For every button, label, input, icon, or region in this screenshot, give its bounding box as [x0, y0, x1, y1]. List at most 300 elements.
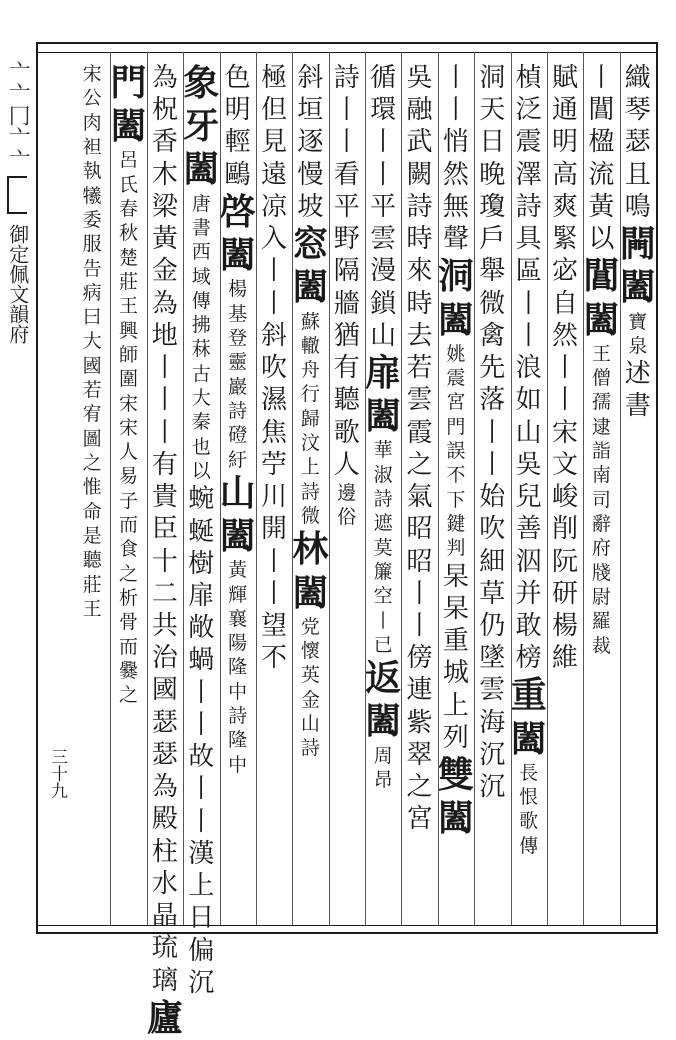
text-char: 時	[406, 288, 433, 319]
text-char: 濕	[261, 385, 288, 416]
heading-char: 闔	[619, 266, 656, 309]
text-char: 孺	[591, 391, 611, 414]
text-char: 袒	[82, 135, 102, 158]
text-char: 吹	[261, 353, 288, 384]
text-char: 閶	[588, 95, 615, 126]
text-char: 基	[228, 302, 248, 325]
text-char: 丨	[151, 353, 178, 384]
text-char: 上	[188, 871, 215, 902]
heading-char: 闔	[292, 571, 329, 614]
text-char: 以	[191, 460, 211, 482]
text-char: 不	[446, 464, 466, 487]
text-char: 空	[373, 585, 393, 608]
text-char: 秦	[191, 411, 211, 434]
text-char: 墜	[479, 643, 506, 674]
text-char: 慢	[297, 159, 324, 190]
text-char: 氣	[406, 482, 433, 513]
text-char: 瑟	[624, 127, 651, 158]
text-char: 磴	[228, 424, 248, 447]
text-char: 丨	[333, 127, 360, 158]
text-char: 懷	[300, 640, 320, 663]
text-char: 楨	[515, 63, 542, 93]
text-char: 微	[300, 505, 320, 528]
text-char: 禽	[479, 320, 506, 351]
text-char: 詣	[591, 440, 611, 463]
text-char: 先	[479, 353, 506, 384]
text-char: 通	[552, 95, 579, 126]
text-char: 草	[479, 578, 506, 609]
text-char: 子	[119, 489, 139, 512]
text-char: 為	[151, 288, 178, 319]
text-char: 華	[373, 439, 393, 462]
text-char: 自	[552, 288, 579, 319]
text-char: 寶	[628, 310, 648, 333]
text-char: 府	[591, 537, 611, 560]
text-char: 氏	[119, 173, 139, 196]
text-char: 僧	[591, 367, 611, 390]
text-char: 如	[515, 385, 542, 416]
text-char: 丨	[515, 320, 542, 351]
text-char: 日	[188, 903, 215, 934]
text-char: 平	[370, 191, 397, 222]
gutter-fragment: 亠亠冂亠亠	[5, 60, 31, 170]
text-char: 丨	[261, 288, 288, 319]
text-char: 登	[228, 326, 248, 349]
text-char: 以	[588, 224, 615, 255]
text-char: 坡	[297, 191, 324, 222]
heading-char: 闔	[365, 395, 402, 438]
gutter-bracket	[7, 176, 27, 214]
text-char: 詩	[300, 480, 320, 503]
text-char: 命	[82, 500, 102, 523]
text-char: 隔	[333, 256, 360, 287]
text-char: 晶	[151, 901, 178, 932]
text-char: 高	[552, 159, 579, 190]
text-char: 丨	[406, 578, 433, 609]
text-char: 瑟	[151, 739, 178, 770]
text-char: 大	[82, 330, 102, 353]
text-char: 震	[446, 367, 466, 390]
text-char: 傳	[519, 834, 539, 857]
text-char: 雲	[406, 385, 433, 416]
text-char: 丨	[188, 806, 215, 837]
text-char: 去	[406, 320, 433, 351]
text-char: 若	[82, 379, 102, 402]
text-char: 呂	[119, 149, 139, 172]
text-char: 時	[406, 224, 433, 255]
text-char: 列	[442, 722, 469, 753]
text-char: 宋	[82, 63, 102, 85]
text-char: 之	[406, 772, 433, 803]
text-char: 且	[624, 159, 651, 190]
heading-char: 闔	[365, 700, 402, 743]
text-char: 丨	[370, 127, 397, 158]
text-char: 猶	[333, 320, 360, 351]
text-char: 木	[151, 159, 178, 190]
text-char: 明	[224, 95, 251, 126]
text-char: 兒	[515, 482, 542, 513]
text-char: 俗	[337, 506, 357, 529]
heading-char: 闔	[510, 717, 547, 760]
heading-char: 重	[510, 674, 547, 717]
text-char: 逐	[297, 127, 324, 158]
text-char: 戶	[479, 224, 506, 255]
text-char: 斜	[297, 63, 324, 93]
text-char: 姚	[446, 342, 466, 365]
text-char: 詩	[228, 399, 248, 422]
heading-char: 闔	[437, 298, 474, 341]
text-char: 故	[188, 742, 215, 773]
text-char: 公	[82, 87, 102, 110]
text-char: 而	[119, 514, 139, 537]
text-char: 山	[515, 417, 542, 448]
text-char: 王	[119, 295, 139, 318]
text-char: 宓	[552, 256, 579, 287]
text-char: 瓊	[479, 191, 506, 222]
text-char: 為	[151, 772, 178, 803]
text-char: 詩	[515, 191, 542, 222]
text-char: 琉	[151, 933, 178, 964]
text-char: 有	[151, 449, 178, 480]
text-char: 上	[442, 690, 469, 721]
text-char: 丨	[151, 417, 178, 448]
heading-char: 象	[183, 62, 220, 104]
text-char: 泉	[628, 334, 648, 357]
text-char: 丨	[442, 95, 469, 126]
text-char: 斜	[261, 320, 288, 351]
frame-top-rule	[36, 52, 658, 53]
text-char: 惟	[82, 476, 102, 499]
text-char: 淑	[373, 463, 393, 486]
heading-char: 闔	[110, 105, 147, 148]
text-char: 傍	[406, 643, 433, 674]
text-char: 榜	[515, 643, 542, 674]
text-char: 曰	[82, 306, 102, 329]
text-char: 香	[151, 127, 178, 158]
text-char: 川	[261, 482, 288, 513]
text-char: 黃	[151, 224, 178, 255]
text-char: 党	[300, 615, 320, 638]
text-char: 敞	[188, 613, 215, 644]
text-char: 書	[191, 216, 211, 239]
text-char: 丨	[373, 609, 393, 632]
text-char: 裁	[591, 634, 611, 657]
text-char: 靈	[228, 351, 248, 374]
text-char: 杲	[442, 593, 469, 624]
text-char: 丨	[333, 95, 360, 126]
text-char: 武	[406, 127, 433, 158]
text-char: 漢	[188, 838, 215, 869]
text-char: 莊	[82, 573, 102, 596]
text-char: 苧	[261, 449, 288, 480]
text-char: 歸	[300, 407, 320, 430]
text-char: 司	[591, 488, 611, 511]
text-char: 紆	[228, 448, 248, 471]
text-char: 聲	[442, 224, 469, 255]
text-char: 楊	[228, 278, 248, 301]
text-char: 長	[519, 761, 539, 784]
heading-char: 牙	[183, 105, 220, 148]
text-char: 宋	[119, 416, 139, 439]
text-char: 仍	[479, 610, 506, 641]
text-char: 丨	[442, 63, 469, 93]
text-char: 古	[191, 362, 211, 385]
text-char: 山	[370, 320, 397, 351]
text-char: 泅	[515, 546, 542, 577]
text-char: 黃	[588, 191, 615, 222]
text-char: 犧	[82, 184, 102, 207]
text-char: 霞	[406, 417, 433, 448]
text-char: 爨	[119, 659, 139, 682]
text-char: 漫	[370, 256, 397, 287]
text-char: 緊	[552, 224, 579, 255]
heading-char: 閶	[583, 255, 620, 298]
text-char: 城	[442, 658, 469, 689]
text-char: 震	[515, 127, 542, 158]
text-char: 服	[82, 233, 102, 256]
text-char: 黃	[228, 559, 248, 582]
text-char: 中	[228, 680, 248, 703]
text-char: 入	[261, 224, 288, 255]
text-char: 秋	[119, 222, 139, 245]
text-char: 易	[119, 465, 139, 488]
text-char: 雲	[370, 224, 397, 255]
text-char: 菻	[191, 338, 211, 361]
frame-bottom-rule	[36, 925, 658, 926]
text-char: 巖	[228, 375, 248, 398]
text-char: 莫	[373, 536, 393, 559]
heading-char: 窓	[292, 223, 329, 266]
heading-char: 闔	[583, 298, 620, 341]
text-char: 唐	[191, 192, 211, 215]
text-char: 闕	[406, 159, 433, 190]
text-char: 王	[591, 342, 611, 365]
text-char: 丨	[188, 677, 215, 708]
text-char: 鷗	[224, 159, 251, 190]
text-char: 昂	[373, 768, 393, 791]
text-char: 牆	[333, 288, 360, 319]
text-char: 微	[479, 288, 506, 319]
text-char: 峻	[552, 482, 579, 513]
text-char: 海	[479, 707, 506, 738]
text-char: 國	[151, 675, 178, 706]
heading-char: 廬	[146, 996, 183, 1039]
text-char: 泛	[515, 95, 542, 126]
text-char: 汶	[300, 432, 320, 455]
text-char: 門	[446, 415, 466, 438]
text-char: 上	[300, 456, 320, 479]
text-char: 之	[119, 684, 139, 707]
text-char: 宋	[552, 417, 579, 448]
text-char: 水	[151, 868, 178, 899]
text-char: 析	[119, 587, 139, 609]
text-char: 來	[406, 256, 433, 287]
text-char: 蜒	[188, 516, 215, 547]
text-char: 環	[370, 95, 397, 126]
text-char: 循	[370, 63, 397, 93]
text-char: 昭	[406, 514, 433, 545]
text-char: 興	[119, 319, 139, 342]
text-char: 為	[151, 63, 178, 93]
text-char: 流	[588, 159, 615, 190]
text-char: 牋	[591, 561, 611, 584]
text-char: 浪	[515, 353, 542, 384]
heading-char: 山	[219, 471, 256, 514]
heading-char: 闔	[292, 266, 329, 309]
text-char: 執	[82, 160, 102, 183]
text-char: 隆	[228, 656, 248, 679]
text-char: 詩	[406, 191, 433, 222]
text-char: 國	[82, 354, 102, 377]
text-char: 丨	[552, 353, 579, 384]
text-char: 澤	[515, 159, 542, 190]
text-char: 賦	[552, 63, 579, 93]
text-char: 璃	[151, 965, 178, 996]
text-char: 南	[591, 464, 611, 487]
text-char: 隆	[228, 729, 248, 752]
text-char: 若	[406, 353, 433, 384]
text-char: 垣	[297, 95, 324, 126]
text-char: 域	[191, 265, 211, 288]
text-char: 食	[119, 538, 139, 561]
text-char: 臣	[151, 514, 178, 545]
text-char: 地	[151, 320, 178, 351]
text-char: 樹	[188, 548, 215, 579]
text-char: 敢	[515, 610, 542, 641]
text-char: 誤	[446, 440, 466, 463]
text-char: 而	[119, 635, 139, 658]
text-char: 琴	[624, 95, 651, 126]
text-char: 輕	[224, 127, 251, 158]
text-char: 杲	[442, 561, 469, 592]
text-char: 邊	[337, 482, 357, 505]
text-char: 之	[406, 449, 433, 480]
text-char: 十	[151, 546, 178, 577]
text-char: 文	[552, 449, 579, 480]
text-char: 尉	[591, 585, 611, 608]
text-char: 楹	[588, 127, 615, 158]
text-char: 二	[151, 578, 178, 609]
text-char: 春	[119, 198, 139, 220]
text-char: 蜿	[188, 484, 215, 515]
text-char: 吳	[515, 449, 542, 480]
text-char: 舟	[300, 359, 320, 382]
text-char: 金	[300, 688, 320, 711]
heading-char: 闔	[219, 515, 256, 557]
text-char: 吹	[479, 514, 506, 545]
text-char: 辭	[591, 512, 611, 535]
text-char: 望	[261, 610, 288, 641]
text-char: 無	[442, 191, 469, 222]
text-char: 吳	[406, 63, 433, 93]
text-char: 襄	[228, 607, 248, 630]
text-char: 詩	[300, 737, 320, 760]
text-char: 始	[479, 482, 506, 513]
text-char: 已	[373, 633, 393, 656]
text-char: 羅	[591, 610, 611, 633]
text-char: 師	[119, 343, 139, 366]
text-char: 善	[515, 514, 542, 545]
text-char: 瑟	[151, 707, 178, 738]
text-char: 鎖	[370, 288, 397, 319]
text-char: 人	[119, 441, 139, 464]
text-char: 丨	[188, 709, 215, 740]
text-char: 拂	[191, 314, 211, 337]
text-char: 殿	[151, 804, 178, 835]
text-char: 病	[82, 281, 102, 304]
text-char: 丨	[406, 610, 433, 641]
text-char: 之	[82, 452, 102, 474]
text-char: 圍	[119, 368, 139, 391]
text-char: 貴	[151, 482, 178, 513]
text-char: 人	[333, 449, 360, 480]
heading-char: 闔	[183, 148, 220, 191]
text-char: 織	[624, 63, 651, 93]
text-char: 丨	[479, 417, 506, 448]
text-char: 恨	[519, 786, 539, 809]
text-char: 丨	[515, 288, 542, 319]
text-char: 丨	[370, 159, 397, 190]
text-char: 見	[261, 127, 288, 158]
text-char: 研	[552, 578, 579, 609]
text-char: 判	[446, 537, 466, 560]
text-char: 悄	[442, 127, 469, 158]
text-char: 丨	[261, 546, 288, 577]
text-char: 極	[261, 63, 288, 93]
text-column	[68, 62, 116, 920]
text-char: 詩	[228, 705, 248, 728]
text-char: 區	[515, 256, 542, 287]
text-char: 焦	[261, 417, 288, 448]
text-char: 逮	[591, 415, 611, 438]
text-char: 丨	[151, 385, 178, 416]
text-char: 英	[300, 664, 320, 687]
heading-char: 林	[292, 528, 329, 571]
text-char: 凉	[261, 191, 288, 222]
text-char: 爽	[552, 191, 579, 222]
text-char: 野	[333, 224, 360, 255]
text-char: 偏	[188, 935, 215, 966]
text-char: 宮	[446, 391, 466, 414]
text-char: 柱	[151, 836, 178, 867]
text-char: 楊	[552, 610, 579, 641]
text-char: 大	[191, 387, 211, 410]
text-char: 但	[261, 95, 288, 126]
heading-char: 扉	[365, 352, 402, 395]
text-char: 昭	[406, 546, 433, 577]
text-char: 雲	[479, 675, 506, 706]
text-char: 轍	[300, 334, 320, 357]
text-char: 不	[261, 643, 288, 674]
text-char: 色	[224, 63, 251, 93]
text-char: 丨	[188, 774, 215, 805]
text-char: 山	[300, 712, 320, 735]
text-char: 下	[446, 488, 466, 511]
text-char: 肉	[82, 111, 102, 134]
text-char: 梁	[151, 191, 178, 222]
text-char: 骨	[119, 611, 139, 634]
text-char: 蘇	[300, 310, 320, 333]
text-char: 沉	[188, 967, 215, 998]
text-char: 扉	[188, 581, 215, 612]
text-char: 丨	[479, 449, 506, 480]
text-char: 歌	[333, 417, 360, 448]
text-char: 丨	[552, 385, 579, 416]
text-char: 蝸	[188, 645, 215, 676]
text-char: 詩	[333, 63, 360, 93]
page-number: 三十九	[47, 748, 67, 799]
text-char: 詩	[373, 488, 393, 511]
